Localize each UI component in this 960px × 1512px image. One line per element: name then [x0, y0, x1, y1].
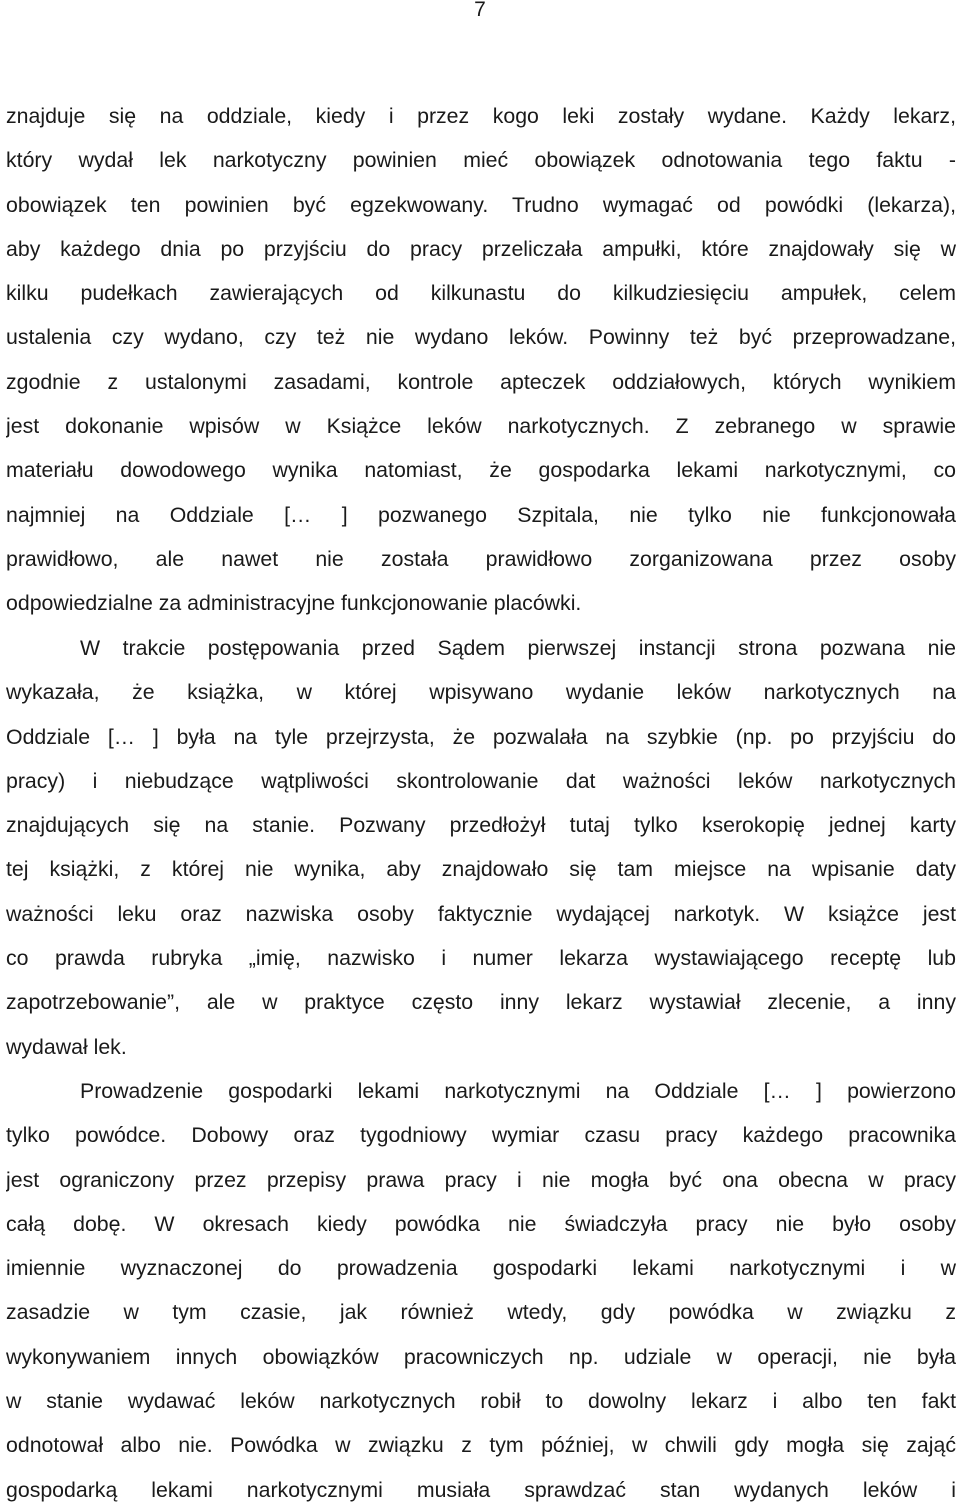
paragraph-line: pracy) i niebudzące wątpliwości skontrolowanie dat ważności leków narkotycznych	[6, 768, 956, 793]
paragraph-line: jest dokonanie wpisów w Książce leków narkotycznych. Z zebranego w sprawie	[6, 414, 956, 439]
paragraph-line: tylko powódce. Dobowy oraz tygodniowy wymiar czasu pracy każdego pracownika	[6, 1123, 956, 1148]
paragraph-line: W trakcie postępowania przed Sądem pierwszej instancji strona pozwana nie	[80, 636, 956, 660]
paragraph-line: jest ograniczony przez przepisy prawa pracy i nie mogła być ona obecna w pracy	[6, 1167, 956, 1192]
paragraph-line: ważności leku oraz nazwiska osoby faktycznie wydającej narkotyk. W książce jest	[6, 901, 956, 926]
paragraph-line: odnotował albo nie. Powódka w związku z tym później, w chwili gdy mogła się zająć	[6, 1433, 956, 1458]
paragraph-line: co prawda rubryka „imię, nazwisko i numer lekarza wystawiającego receptę lub	[6, 946, 956, 971]
paragraph-line: zgodnie z ustalonymi zasadami, kontrole apteczek oddziałowych, których wynikiem	[6, 369, 956, 394]
paragraph-line: imiennie wyznaczonej do prowadzenia gospodarki lekami narkotycznymi i w	[6, 1256, 956, 1281]
paragraph-line: materiału dowodowego wynika natomiast, że gospodarka lekami narkotycznymi, co	[6, 458, 956, 483]
paragraph-line: znajdujących się na stanie. Pozwany przedłożył tutaj tylko kserokopię jednej karty	[6, 813, 956, 838]
paragraph-line: zasadzie w tym czasie, jak również wtedy, gdy powódka w związku z	[6, 1300, 956, 1325]
paragraph-line: najmniej na Oddziale [… ] pozwanego Szpitala, nie tylko nie funkcjonowała	[6, 502, 956, 527]
paragraph-line: który wydał lek narkotyczny powinien mieć obowiązek odnotowania tego faktu -	[6, 148, 956, 173]
paragraph-line: gospodarką lekami narkotycznymi musiała sprawdzać stan wydanych leków i	[6, 1477, 956, 1502]
paragraph-line: obowiązek ten powinien być egzekwowany. Trudno wymagać od powódki (lekarza),	[6, 192, 956, 217]
paragraph-2	[6, 626, 956, 1069]
paragraph-line: odpowiedzialne za administracyjne funkcjonowanie placówki.	[6, 591, 582, 616]
paragraph-line: znajduje się na oddziale, kiedy i przez kogo leki zostały wydane. Każdy lekarz,	[6, 104, 956, 128]
paragraph-1	[6, 94, 956, 626]
paragraph-line: prawidłowo, ale nawet nie została prawidłowo zorganizowana przez osoby	[6, 546, 956, 571]
paragraph-line: kilku pudełkach zawierających od kilkunastu do kilkudziesięciu ampułek, celem	[6, 281, 956, 306]
paragraph-line: tej książki, z której nie wynika, aby znajdowało się tam miejsce na wpisanie daty	[6, 857, 956, 882]
page-number: 7	[474, 0, 486, 21]
paragraph-line: ustalenia czy wydano, czy też nie wydano leków. Powinny też być przeprowadzane,	[6, 325, 956, 350]
paragraph-line: aby każdego dnia po przyjściu do pracy przeliczała ampułki, które znajdowały się w	[6, 236, 956, 261]
paragraph-line: wykazała, że książka, w której wpisywano wydanie leków narkotycznych na	[6, 680, 956, 705]
paragraph-line: całą dobę. W okresach kiedy powódka nie świadczyła pracy nie było osoby	[6, 1211, 956, 1236]
paragraph-3	[6, 1069, 956, 1512]
paragraph-line: Prowadzenie gospodarki lekami narkotycznymi na Oddziale [… ] powierzono	[80, 1079, 956, 1103]
paragraph-line: wykonywaniem innych obowiązków pracowniczych np. udziale w operacji, nie była	[6, 1344, 956, 1369]
paragraph-line: Oddziale [… ] była na tyle przejrzysta, że pozwalała na szybkie (np. po przyjściu do	[6, 724, 956, 749]
paragraph-line: wydawał lek.	[6, 1034, 127, 1059]
paragraph-line: zapotrzebowanie”, ale w praktyce często inny lekarz wystawiał zlecenie, a inny	[6, 990, 956, 1015]
paragraph-line: w stanie wydawać leków narkotycznych robił to dowolny lekarz i albo ten fakt	[6, 1389, 956, 1414]
